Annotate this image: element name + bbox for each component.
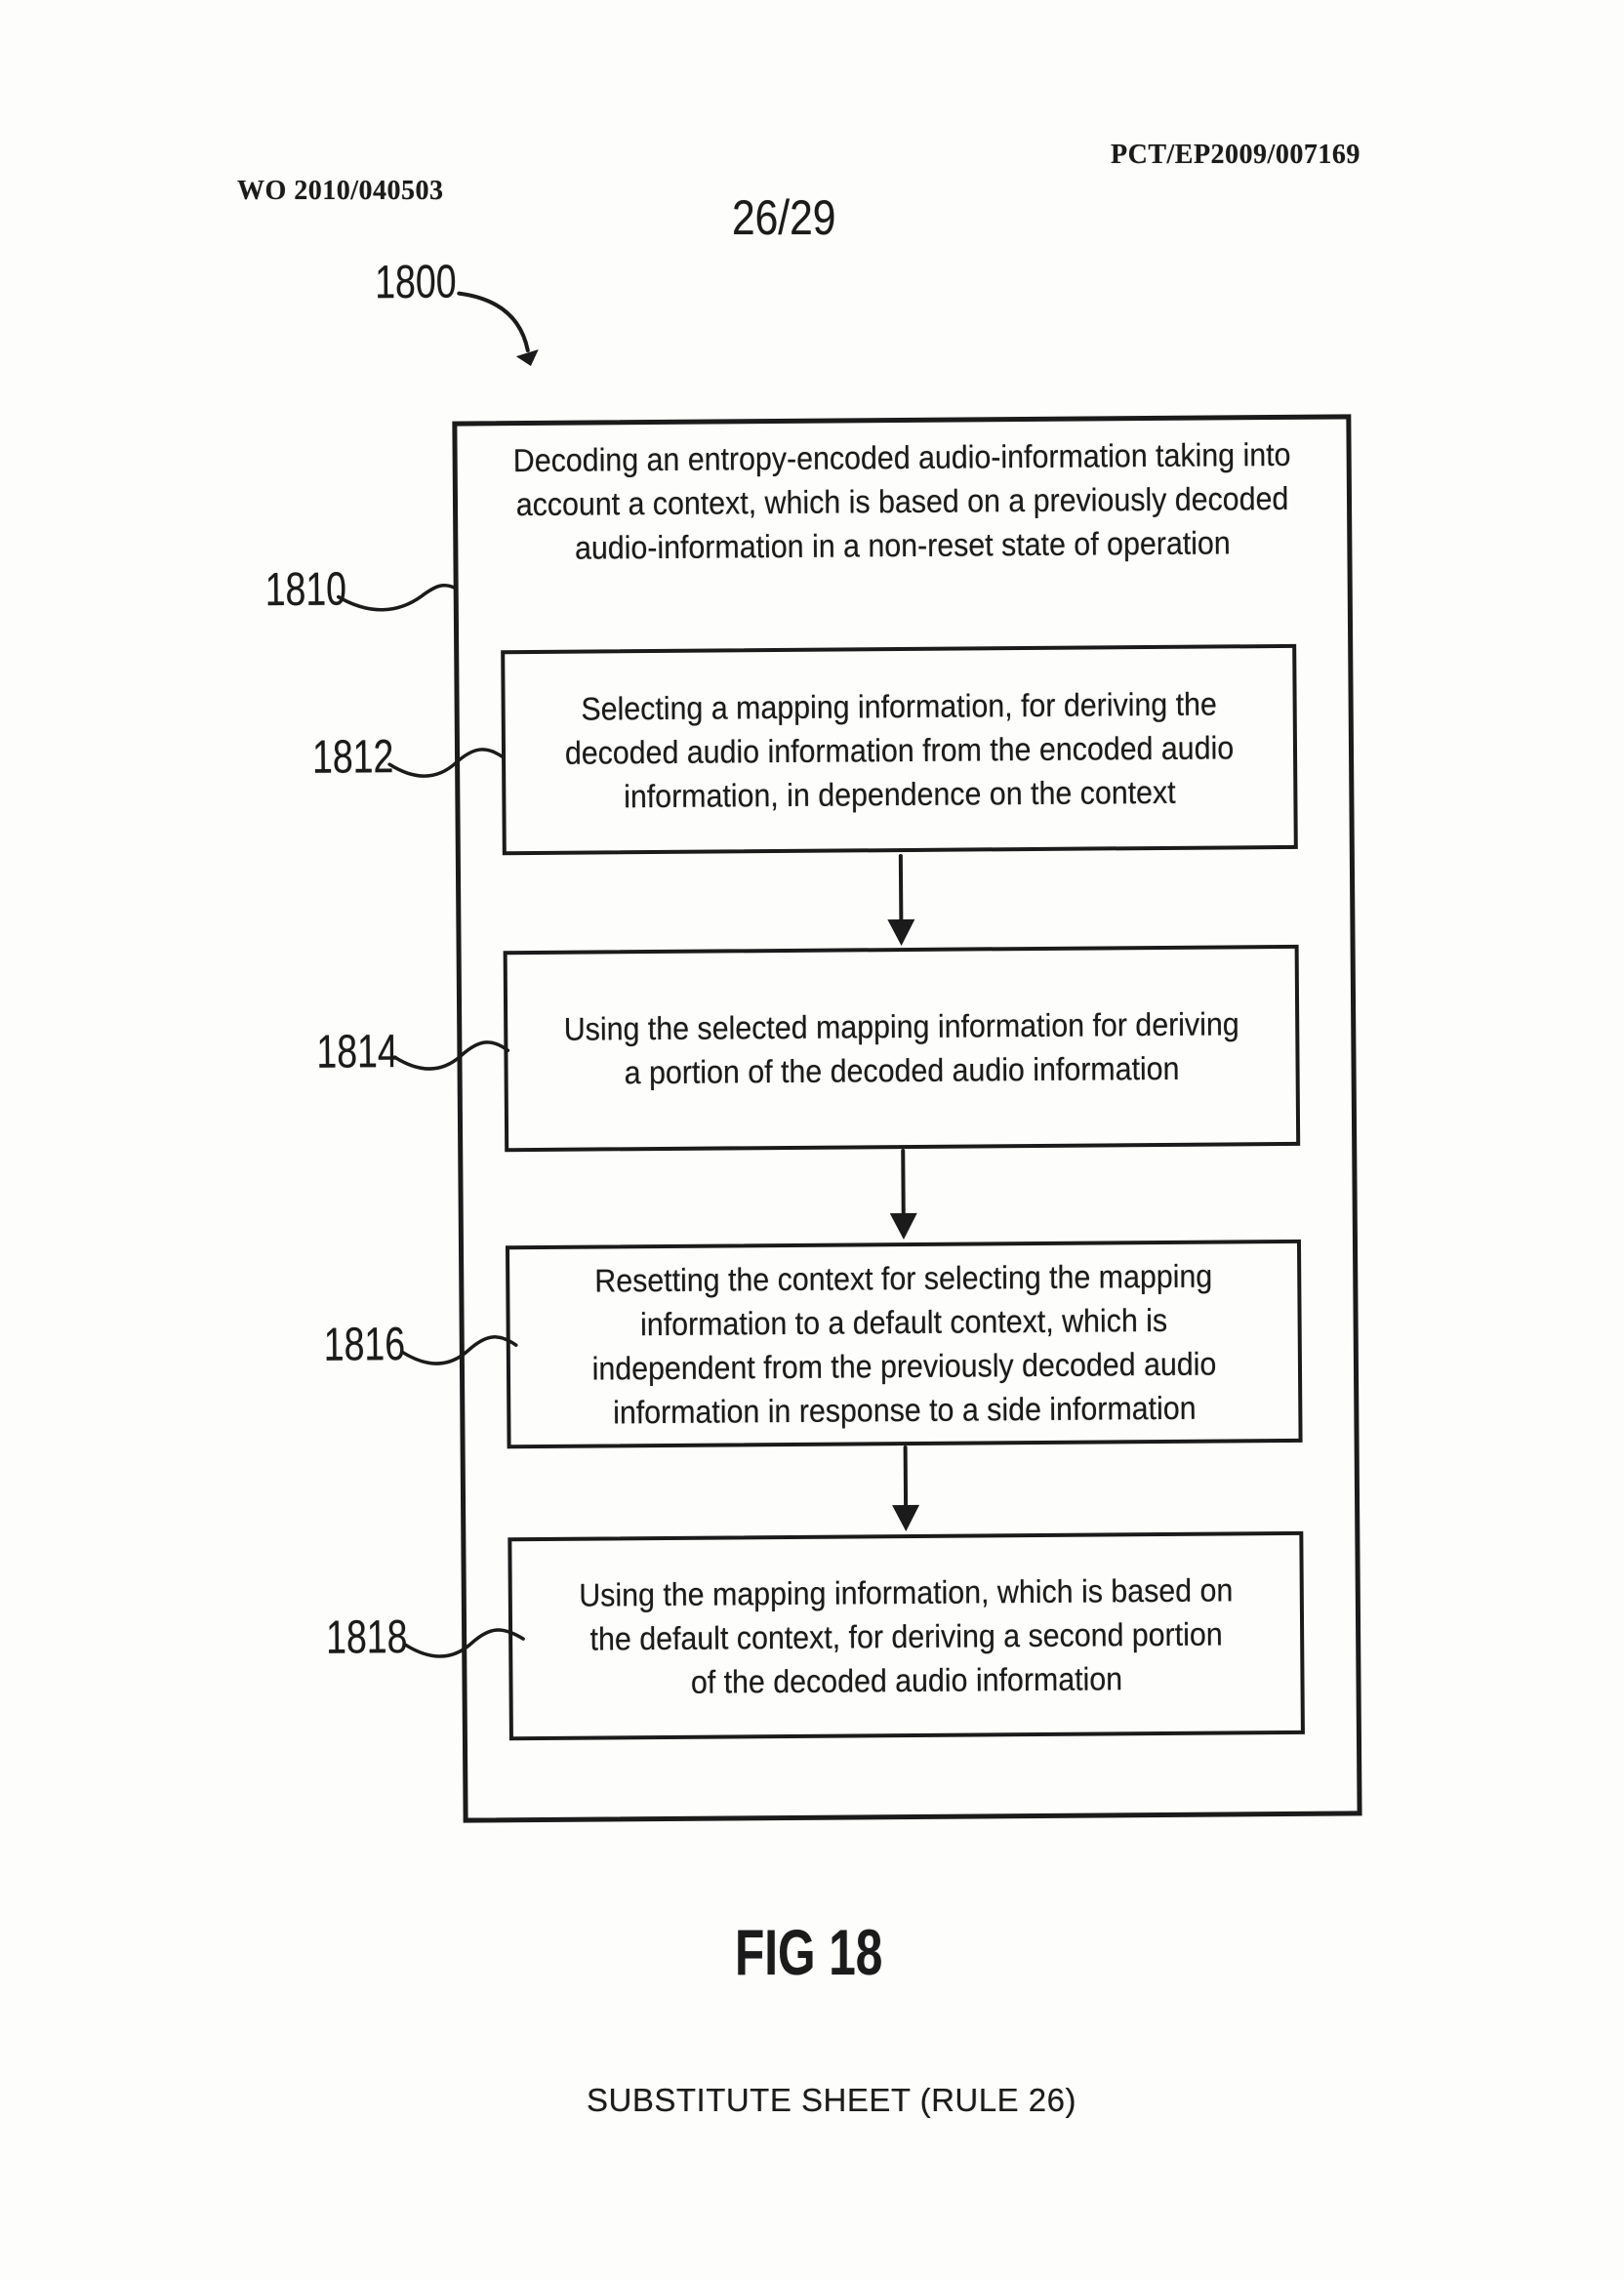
step-box-1814: [504, 945, 1301, 1152]
step-ref-label-1812: 1812: [311, 731, 394, 784]
step-text-1818: Using the mapping information, which is based on the default context, for deriving a second portion of the decoded audio information: [579, 1570, 1234, 1700]
step-text-1812: Selecting a mapping information, for deriving the decoded audio information from the encoded audio information, in dependence on the context: [564, 684, 1235, 814]
step-box-1812: [501, 644, 1298, 855]
ref-arrowhead-1800: [516, 349, 539, 366]
figure-caption: FIG 18: [735, 1916, 883, 1988]
publication-number: WO 2010/040503: [237, 176, 444, 206]
footer-note: SUBSTITUTE SHEET (RULE 26): [587, 2082, 1076, 2118]
step-box-1818: [508, 1531, 1305, 1740]
step-text-1814: Using the selected mapping information for deriving a portion of the decoded audio information: [563, 1005, 1239, 1091]
step-ref-label-1814: 1814: [316, 1026, 398, 1079]
figure-ref-label-1800: 1800: [375, 256, 457, 309]
step-ref-label-1816: 1816: [323, 1319, 406, 1371]
application-number: PCT/EP2009/007169: [1111, 140, 1360, 170]
step-ref-label-1818: 1818: [325, 1611, 408, 1664]
step-text-1816: Resetting the context for selecting the mapping information to a default context, which is independent from the previously decoded audio information in response to a side information: [591, 1257, 1217, 1431]
step-box-1816: [506, 1240, 1303, 1448]
sheet-number: 26/29: [732, 190, 836, 245]
outer-step-text: Decoding an entropy-encoded audio-information taking into account a context, which is based on a previously decoded audio-information in a non-reset state of operation: [512, 435, 1291, 566]
step-ref-label-1810: 1810: [264, 563, 347, 617]
